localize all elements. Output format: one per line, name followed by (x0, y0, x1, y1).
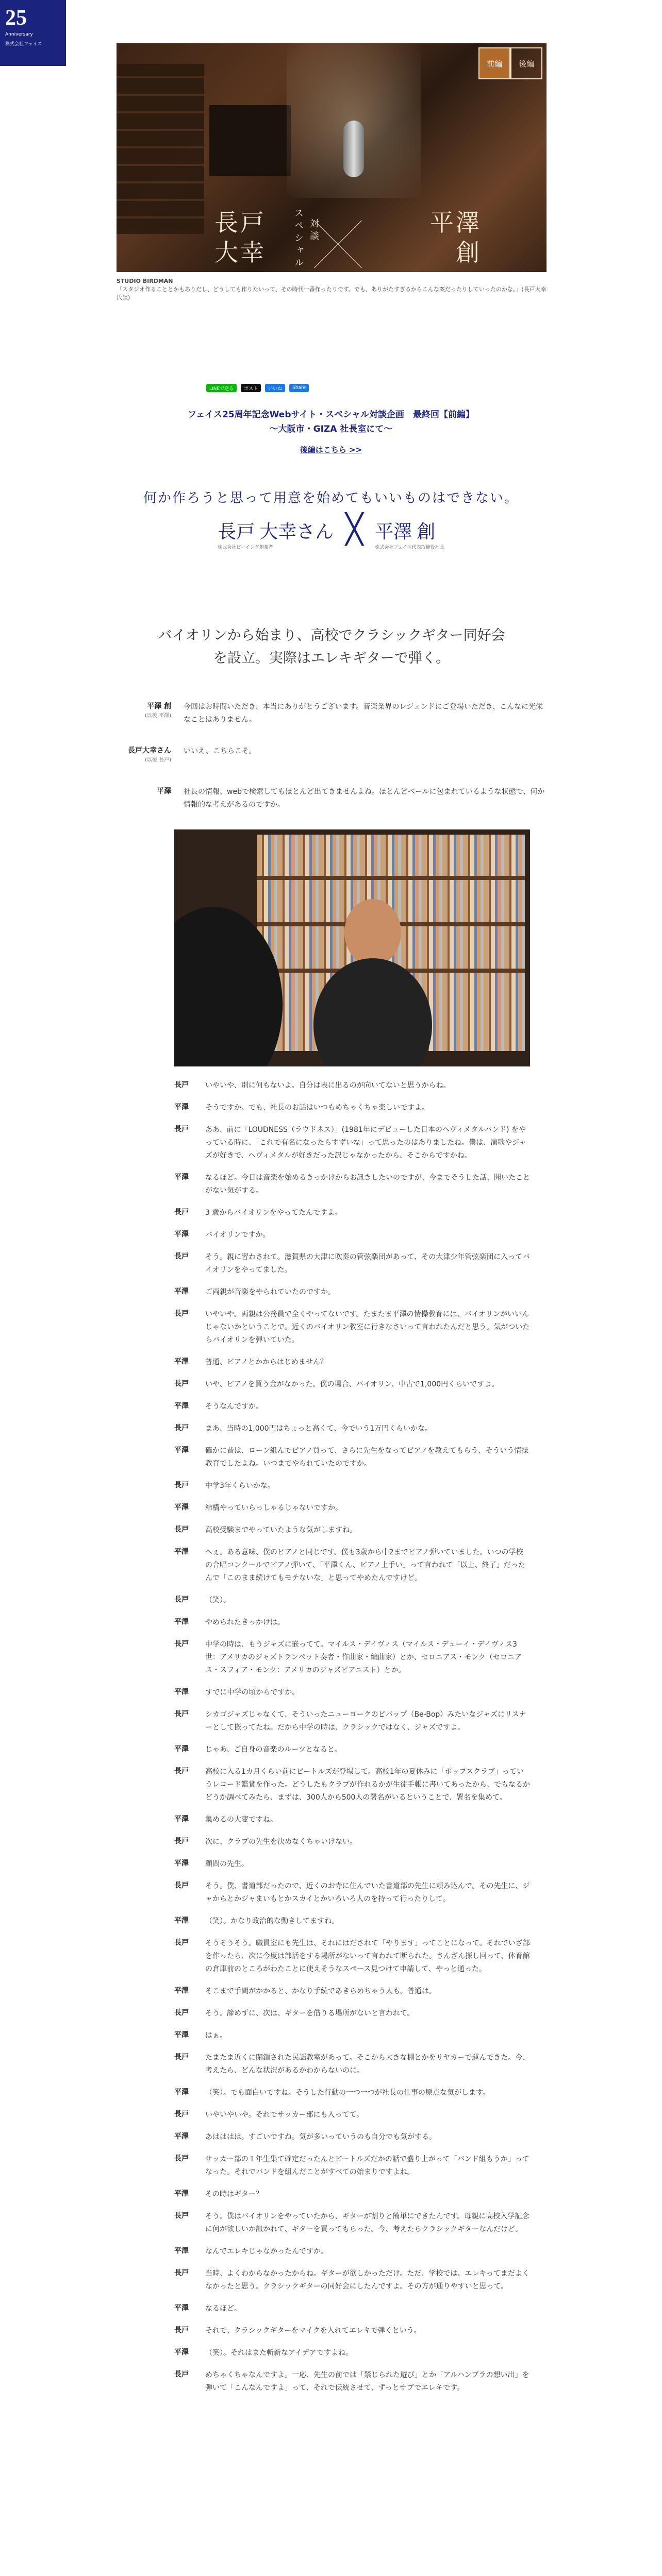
dialog-speaker: 平澤 (174, 2247, 189, 2255)
guest-cross-icon: ╳ (345, 513, 363, 546)
dialog-text: ご両親が音楽をやられていたのですか。 (205, 1288, 335, 1296)
episode-tabs (478, 47, 542, 79)
anniversary-logo[interactable] (0, 0, 66, 66)
dialog-row (174, 2131, 530, 2144)
dialog-row (174, 1594, 530, 1607)
dialog-speaker: 平澤 (174, 1917, 189, 1925)
dialog-speaker: 平澤 (174, 1548, 189, 1556)
dialog-speaker: 長戸 (174, 2212, 189, 2220)
hero-name-hirasawa-1: 平澤 (430, 210, 482, 236)
dialog-speaker: 長戸 (174, 1310, 189, 1318)
dialog-row (174, 1524, 530, 1537)
dialog-row (174, 2347, 530, 2360)
dialog-speaker: 平澤 (174, 1446, 189, 1454)
dialog-row (174, 1638, 530, 1677)
photo-studio-label: STUDIO BIRDMAN (117, 278, 173, 284)
dialog-speaker: 平澤 (174, 2088, 189, 2096)
dialog-row (174, 1814, 530, 1826)
dialog-speaker: 長戸 (174, 1640, 189, 1648)
facebook-share-button[interactable]: Share (289, 384, 309, 392)
dialog-text: （笑）。でも面白いですね。そうした行動の一つ一つが社長の仕事の原点な気がします。 (205, 2089, 490, 2097)
dialog-row (174, 1207, 530, 1219)
dialog-text: いや、ピアノを買う金がなかった。僕の場合、バイオリン、中古で1,000円くらいですよ。 (205, 1380, 499, 1388)
dialog-row (174, 1546, 530, 1585)
dialog-row (174, 2052, 530, 2077)
hero-name-nagato-1: 長戸 (214, 210, 266, 236)
dialog-text: 3 歳からバイオリンをやってたんですよ。 (205, 1209, 342, 1217)
hero-name-nagato (214, 208, 266, 268)
intro-speaker: 長戸大幸さん (以後 長戸) (128, 747, 171, 763)
dialog-text: まあ、当時の1,000円はちょっと高くて、今でいう1万円くらいかな。 (205, 1425, 433, 1433)
dialog-speaker: 長戸 (174, 2326, 189, 2334)
shelf-board (257, 876, 525, 880)
series-location: 〜大阪市・GIZA 社長室にて〜 (269, 424, 393, 434)
hero-taidan-label: 対談 (309, 218, 319, 243)
article-subject: 何か作ろうと思って用意を始めてもいいものはできない。 (143, 490, 519, 506)
dialog-speaker: 平澤 (174, 1287, 189, 1296)
intro-text: 社長の情報、webで検索してもほとんど出てきませんよね。ほとんどベールに包まれているような状態で、何か情報的な考えがあるのですか。 (184, 788, 545, 809)
dialog-text: 顧問の先生。 (205, 1860, 249, 1868)
dialog-text: あはははは。すごいですね。気が多いっていうのも自分でも気がする。 (205, 2133, 436, 2141)
logo-number: 25 (5, 6, 27, 30)
dialog-text: 集めるの大変ですね。 (205, 1816, 277, 1824)
facebook-like-button[interactable]: いいね (265, 384, 285, 392)
dialog-speaker: 平澤 (174, 1859, 189, 1868)
photo-caption: 「スタジオ作ることとかもありだし、どうしても作りたいって、その時代一番作ったりです。でも、ありがたすぎるからこんな案だったりしていったのかな。」(長戸大幸氏談) (117, 286, 547, 301)
lead-line-2: を設立。実際はエレキギターで弾く。 (213, 650, 450, 666)
dialog-row (174, 2188, 530, 2201)
dialog-speaker: 長戸 (174, 1596, 189, 1604)
dialog-row (174, 2267, 530, 2293)
dialog-text: 普通、ピアノとかからはじめません？ (205, 1358, 327, 1366)
dialog-text: やめられたきっかけは。 (205, 1618, 285, 1626)
line-share-button[interactable]: LINEで送る (206, 384, 237, 392)
intro-speaker: 平澤 創 (以後 平澤) (145, 702, 171, 719)
lead-line-1: バイオリンから始まり、高校でクラシックギター同好会 (158, 628, 505, 643)
dialog-row (174, 1836, 530, 1849)
interview-photo (174, 829, 530, 1066)
dialog-speaker: 長戸 (174, 1125, 189, 1133)
dialog-row (174, 1858, 530, 1871)
dialog-speaker: 長戸 (174, 1424, 189, 1432)
dialog-speaker: 長戸 (174, 1526, 189, 1534)
dialog-text: そうなんですか。 (205, 1402, 263, 1411)
dialog-text: バイオリンですか。 (205, 1231, 270, 1239)
dialog-row (174, 2369, 530, 2395)
dialog-row (174, 1124, 530, 1162)
dialog-text: じゃあ、ご自身の音楽のルーツとなると。 (205, 1745, 342, 1754)
x-post-button[interactable]: ポスト (241, 384, 261, 392)
hero-cross-mark (310, 216, 367, 272)
dialog-text: （笑）。 (205, 1596, 230, 1604)
dialog-text: なんでエレキじゃなかったんですか。 (205, 2247, 328, 2256)
dialog-row (174, 1708, 530, 1734)
dialog-row (174, 1286, 530, 1299)
dialog-text: へぇ。ある意味、僕のピアノと同じです。僕も3歳から中2までピアノ弾いていました。いつの学校の合唱コンクールでピアノ弾いて、「平澤くん、ピアノ上手い」って言われて「以上、終了」だったんで「このまま続けてもモテないな」と思ってやめたんですけど。 (205, 1548, 525, 1582)
intro-row (117, 745, 547, 763)
dialog-speaker: 長戸 (174, 2110, 189, 2119)
hero-name-nagato-2: 大幸 (214, 240, 266, 266)
dialog-speaker: 長戸 (174, 1882, 189, 1890)
dialog-row (174, 1985, 530, 1998)
dialog-row (174, 1400, 530, 1413)
dialog-speaker: 平澤 (174, 1402, 189, 1410)
dialog-speaker: 長戸 (174, 2053, 189, 2061)
dialog-row (174, 1743, 530, 1756)
dialog-speaker: 長戸 (174, 1380, 189, 1388)
dialog-row (174, 2245, 530, 2258)
dialog-speaker: 長戸 (174, 1710, 189, 1718)
dialog-text: 高校受験までやっていたような気がしますね。 (205, 1526, 357, 1534)
dialog-row (174, 1229, 530, 1242)
dialog-text: なるほど。 (205, 2304, 241, 2313)
dialog-text: 当時、よくわからなかったからね。ギターが欲しかっただけ。ただ、学校では、エレキってまだよくなかったと思う。クラシックギターの同好会にしたんですよ。その方が通りやすいと思って。 (205, 2269, 529, 2291)
dialog-row (174, 2210, 530, 2236)
series-title: フェイス25周年記念Webサイト・スペシャル対談企画 最終回【前編】 (188, 410, 474, 420)
dialog-row (174, 2087, 530, 2099)
dialog-text: 中学3年くらいかな。 (205, 1482, 275, 1490)
second-part-link[interactable]: 後編はこちら >> (300, 445, 362, 454)
dialog-row (174, 2302, 530, 2315)
dialog-speaker: 平澤 (174, 2190, 189, 2198)
guest-names (0, 513, 662, 550)
dialog-speaker: 平澤 (174, 2348, 189, 2357)
dialog-text: （笑）。かなり政治的な動きしてますね。 (205, 1917, 339, 1925)
dialog-speaker: 長戸 (174, 2009, 189, 2017)
dialog-text: それで、クラシックギターをマイクを入れてエレキで弾くという。 (205, 2327, 421, 2335)
dialog-text: そう。親に習わされて。滋賀県の大津に吹奏の管弦楽団があって、その大津少年管弦楽団に入ってバイオリンをやってました。 (205, 1253, 530, 1274)
dialog-row (174, 1251, 530, 1277)
dialog-row (174, 1502, 530, 1515)
dialog-row (174, 2325, 530, 2337)
dialog-row (174, 1422, 530, 1435)
dialog-text: すでに中学の頃からですか。 (205, 1688, 300, 1697)
dialog-speaker: 平澤 (174, 1745, 189, 1753)
dialog-text: 確かに昔は、ローン組んでピアノ買って、さらに先生をなってピアノを教えてもらう、そういう情操教育でしたよね。いつまでやられていたのですか。 (205, 1447, 529, 1468)
intro-speaker: 平澤 (157, 787, 171, 795)
dialog-text: そうですか。でも、社長のお話はいつもめちゃくちゃ楽しいですよ。 (205, 1104, 429, 1112)
dialog-speaker: 長戸 (174, 1481, 189, 1489)
dialog-row (174, 1766, 530, 1804)
dialog-text: いやいや、別に何もないよ。自分は表に出るのが向いてないと思うからね。 (205, 1081, 451, 1090)
dialog-row (174, 1172, 530, 1197)
dialog-text: その時はギター？ (205, 2190, 263, 2198)
guest-name-nagato: 長戸 大幸さん (218, 521, 334, 542)
dialog-speaker: 平澤 (174, 1815, 189, 1823)
dialog-row (174, 1937, 530, 1976)
speaker-face (344, 899, 401, 966)
logo-sub: Anniversary (5, 32, 33, 37)
hero-shelf (117, 64, 204, 234)
intro-row (117, 786, 547, 811)
intro-row (117, 701, 547, 726)
dialog-row (174, 2029, 530, 2042)
dialog-speaker: 平澤 (174, 2304, 189, 2312)
dialog-text: そこまで手間がかかると、かなり手続であきらめちゃう人も。普通は。 (205, 1987, 436, 1995)
dialog-text: いやいやいや。それでサッカー部にも入ってて。 (205, 2111, 364, 2119)
dialog-text: 次に、クラブの先生を決めなくちゃいけない。 (205, 1838, 357, 1846)
dialog-speaker: 平澤 (174, 2031, 189, 2039)
dialog-text: はぁ。 (205, 2031, 227, 2040)
microphone-icon (343, 121, 364, 177)
dialog-speaker: 平澤 (174, 1688, 189, 1696)
hero-name-hirasawa (399, 208, 482, 268)
dialog-speaker: 長戸 (174, 1837, 189, 1845)
dialog-text: そうそうそう。職員室にも先生は、それにはだされて「やります」ってことになって。それでいざ部を作ったら、次に今度は部活をする場所がないって言われて断られた。さんざん探し回って、体育館の倉庫前のところがわたことに使えそうなスペース見つけて申請して、やっと通った。 (205, 1939, 530, 1973)
hero-image (117, 43, 547, 272)
dialog-text: そう。僕はバイオリンをやっていたから、ギターが割りと簡単にできたんです。母親に高校入学記念に何が欲しいか訊かれて、ギターを買ってもらった。今、考えたらクラシックギターなんだけど。 (205, 2212, 529, 2233)
tab-first-part[interactable]: 前編 (478, 47, 510, 79)
dialog-text: 高校に入る1カ月くらい前にビートルズが登場して。高校1年の夏休みに「ポップスクラブ」っていうレコード鑑賞を作った。どうしたもクラブが作れるかが生徒手帳に書いてあったから、でもなるかどうか調べてみたら、まずは、300人から500人の署名がいるということで、署名を集めて。 (205, 1768, 530, 1802)
social-buttons (206, 384, 309, 392)
dialog-row (174, 2109, 530, 2122)
logo-company: 株式会社フェイス (5, 42, 42, 47)
dialog-row (174, 1915, 530, 1928)
dialog-row (174, 1445, 530, 1470)
dialog-speaker: 長戸 (174, 2370, 189, 2379)
guest-name-hirasawa: 平澤 創 (375, 521, 436, 542)
lead-heading (117, 624, 547, 670)
dialog-speaker: 平澤 (174, 1618, 189, 1626)
dialog-text: シカゴジャズじゃなくて、そういったニューヨークのビバップ（Be-Bop）みたいなジャズにリスナーとして嵌ってたね。だから中学の時は、クラシックではなく、ジャズですよ。 (205, 1710, 526, 1732)
dialog-speaker: 平澤 (174, 1503, 189, 1512)
dialog-text: サッカー部の１年生集て確定だったんとビートルズだかの話で盛り上がって「バンド組もうか」ってなった。それでバンドを組んだことがすべての始まりですよね。 (205, 2155, 529, 2176)
dialog-speaker: 長戸 (174, 1208, 189, 1216)
dialog-text: なるほど。今日は音楽を始めるきっかけからお訊きしたいのですが、今までそうした話、聞いたことがない気がする。 (205, 1174, 530, 1195)
dialog-speaker: 平澤 (174, 1358, 189, 1366)
dialog-text: たまたま近くに閉鎖された民謡教室があって。そこから大きな棚とかをリヤカーで運んできた。今、考えたら、どんな状況があるかわからないのに。 (205, 2054, 530, 2075)
intro-text: 今回はお時間いただき、本当にありがとうございます。音楽業界のレジェンドにご登場いただき、こんなに光栄なことはありません。 (184, 703, 543, 724)
dialog-text: 中学の時は、もうジャズに嵌ってて。マイルス・デイヴィス（マイルス・デューイ・デイヴィス3世：アメリカのジャズトランペット奏者・作曲家・編曲家）とか、セロニアス・モンク（セロニアス・スフィア・モンク：アメリカのジャズピアニスト）とか。 (205, 1640, 522, 1674)
dialog-text: 結構やっていらっしゃるじゃないですか。 (205, 1504, 342, 1512)
dialog-text: ああ、前に「LOUDNESS（ラウドネス）」(1981年にデビューした日本のヘヴィメタルバンド) をやっている時に、「これで有名になったらすずいな」って思ったのはありましたね。僕は、演歌やジャズが好きで、ヘヴィメタルが好きだった訳じゃなかったから、そこからですかね。 (205, 1126, 526, 1160)
hero-window (209, 105, 291, 176)
dialog-speaker: 長戸 (174, 2155, 189, 2163)
dialog-row (174, 1308, 530, 1347)
hero-name-hirasawa-2: 創 (456, 240, 482, 266)
dialog-row (174, 1079, 530, 1092)
guest-role-nagato: 株式会社ビーイング創業者 (218, 545, 273, 550)
dialog-text: （笑）。それはまた斬新なアイデアですよね。 (205, 2349, 353, 2357)
dialog-text: そう。諦めずに、次は、ギターを借りる場所がないと言われて。 (205, 2009, 415, 2018)
dialog-row (174, 2007, 530, 2020)
dialog-speaker: 長戸 (174, 1252, 189, 1261)
intro-text: いいえ、こちらこそ。 (184, 747, 256, 755)
dialog-row (174, 1101, 530, 1114)
guest-role-hirasawa: 株式会社フェイス代表取締役社長 (375, 545, 444, 550)
dialog-row (174, 1880, 530, 1906)
dialog-text: そう。僕、書道部だったので、近くのお寺に住んでいた書道部の先生に頼み込んで。その先生に、ジャからとかジャまいもとかスカイとかいろいろ人のを持って行ったりして。 (205, 1882, 530, 1903)
dialog-speaker: 平澤 (174, 1103, 189, 1111)
tab-second-part[interactable]: 後編 (510, 47, 542, 79)
dialog-speaker: 平澤 (174, 1230, 189, 1239)
dialog-speaker: 長戸 (174, 1939, 189, 1947)
dialog-speaker: 長戸 (174, 1767, 189, 1775)
dialog-speaker: 平澤 (174, 1173, 189, 1181)
dialog-row (174, 2153, 530, 2179)
dialog-row (174, 1356, 530, 1369)
dialog-speaker: 平澤 (174, 1987, 189, 1995)
dialog-row (174, 1378, 530, 1391)
dialog-text: いやいや。両親は公務員で全くやってないです。たまたま平澤の情操教育には、バイオリンがいいんじゃないかということで。近くのバイオリン教室に行きなさいって言われたんだと思う。気がついたらバイオリンを弾いていた。 (205, 1310, 530, 1344)
dialog-speaker: 平澤 (174, 2132, 189, 2141)
dialog-row (174, 1686, 530, 1699)
dialog-speaker: 長戸 (174, 1081, 189, 1089)
dialog-speaker: 長戸 (174, 2269, 189, 2277)
dialog-row (174, 1480, 530, 1493)
dialog-text: めちゃくちゃなんですよ。一応、先生の前では「禁じられた遊び」とか「アルハンブラの想い出」を弾いて「こんなんですよ」って、それで伝統させて、ずっとサブでエレキです。 (205, 2371, 529, 2392)
dialog-row (174, 1616, 530, 1629)
hero-special-label: スペシャル (293, 208, 304, 270)
